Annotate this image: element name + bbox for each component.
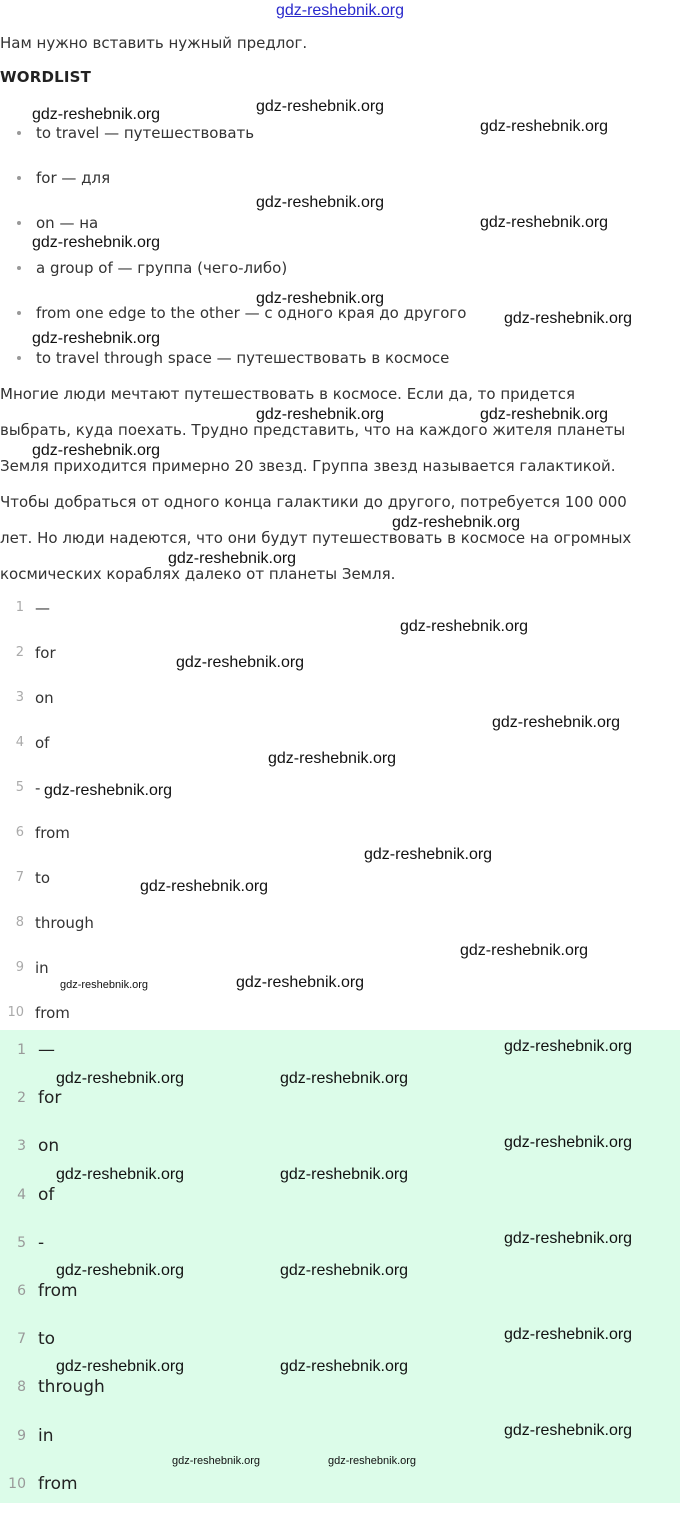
wordlist <box>0 120 466 390</box>
answer-number: 1 <box>15 600 24 615</box>
answer-value: — <box>35 599 50 617</box>
answer-number: 4 <box>15 735 24 750</box>
watermark: gdz-reshebnik.org <box>392 514 521 531</box>
watermark: gdz-reshebnik.org <box>140 878 269 895</box>
watermark: gdz-reshebnik.org <box>280 1262 409 1279</box>
answer-row <box>0 1180 680 1228</box>
answer-value: from <box>35 1004 70 1022</box>
watermark: gdz-reshebnik.org <box>504 1230 633 1247</box>
answer-value: to <box>38 1329 56 1350</box>
answer-number: 7 <box>17 1331 26 1348</box>
watermark: gdz-reshebnik.org <box>268 750 397 767</box>
answer-row <box>0 820 680 865</box>
watermark: gdz-reshebnik.org <box>280 1358 409 1375</box>
translation-line: выбрать, куда поехать. Трудно представить, что на каждого жителя планеты <box>0 421 626 439</box>
watermark: gdz-reshebnik.org <box>328 1455 417 1467</box>
bullet-icon <box>17 311 21 315</box>
answer-number: 10 <box>7 1005 24 1020</box>
watermark: gdz-reshebnik.org <box>172 1455 261 1467</box>
watermark: gdz-reshebnik.org <box>280 1070 409 1087</box>
translation-line: лет. Но люди надеются, что они будут путешествовать в космосе на огромных <box>0 529 632 547</box>
answer-number: 9 <box>15 960 24 975</box>
answer-value: of <box>38 1184 55 1205</box>
answer-row <box>0 640 680 685</box>
translation-line: космических кораблях далеко от планеты Земля. <box>0 565 396 583</box>
watermark: gdz-reshebnik.org <box>256 290 385 307</box>
watermark: gdz-reshebnik.org <box>400 618 529 635</box>
bullet-icon <box>17 221 21 225</box>
watermark: gdz-reshebnik.org <box>504 1326 633 1343</box>
wordlist-item: on — на <box>0 210 466 255</box>
watermark: gdz-reshebnik.org <box>32 106 161 123</box>
watermark: gdz-reshebnik.org <box>56 1166 185 1183</box>
watermark: gdz-reshebnik.org <box>504 1422 633 1439</box>
answer-value: in <box>35 959 49 977</box>
answer-number: 7 <box>15 870 24 885</box>
watermark: gdz-reshebnik.org <box>236 974 365 991</box>
watermark: gdz-reshebnik.org <box>364 846 493 863</box>
answer-value: - <box>38 1232 45 1253</box>
answer-value: in <box>38 1425 54 1446</box>
answer-value: to <box>35 869 51 887</box>
answer-number: 2 <box>15 645 24 660</box>
watermark: gdz-reshebnik.org <box>492 714 621 731</box>
watermark: gdz-reshebnik.org <box>32 330 161 347</box>
watermark: gdz-reshebnik.org <box>504 1038 633 1055</box>
bullet-icon <box>17 266 21 270</box>
wordlist-item: to travel — путешествовать <box>0 120 466 165</box>
watermark: gdz-reshebnik.org <box>256 406 385 423</box>
watermark: gdz-reshebnik.org <box>480 118 609 135</box>
answer-value: for <box>38 1088 62 1109</box>
watermark: gdz-reshebnik.org <box>56 1358 185 1375</box>
watermark: gdz-reshebnik.org <box>504 1134 633 1151</box>
watermark: gdz-reshebnik.org <box>56 1070 185 1087</box>
bullet-icon <box>17 356 21 360</box>
answer-number: 2 <box>17 1090 26 1107</box>
answer-value: - <box>35 779 41 797</box>
watermark: gdz-reshebnik.org <box>32 234 161 251</box>
wordlist-item: for — для <box>0 165 466 210</box>
wordlist-title: WORDLIST <box>0 68 92 86</box>
answer-number: 8 <box>15 915 24 930</box>
answer-value: from <box>38 1473 78 1494</box>
translation-line: Чтобы добраться от одного конца галактики до другого, потребуется 100 000 <box>0 493 627 511</box>
answer-value: on <box>35 689 54 707</box>
watermark: gdz-reshebnik.org <box>176 654 305 671</box>
wordlist-item: from one edge to the other — с одного края до другого <box>0 300 466 345</box>
answer-number: 10 <box>8 1475 26 1492</box>
answer-number: 4 <box>17 1186 26 1203</box>
watermark: gdz-reshebnik.org <box>280 1166 409 1183</box>
answer-number: 8 <box>17 1379 26 1396</box>
answer-row <box>0 1276 680 1324</box>
answer-row <box>0 865 680 910</box>
translation-line: Земля приходится примерно 20 звезд. Группа звезд называется галактикой. <box>0 457 616 475</box>
watermark: gdz-reshebnik.org <box>56 1262 185 1279</box>
watermark: gdz-reshebnik.org <box>504 310 633 327</box>
watermark: gdz-reshebnik.org <box>480 406 609 423</box>
watermark: gdz-reshebnik.org <box>480 214 609 231</box>
site-link[interactable]: gdz-reshebnik.org <box>275 2 405 19</box>
watermark: gdz-reshebnik.org <box>60 979 149 991</box>
answer-value: from <box>35 824 70 842</box>
watermark: gdz-reshebnik.org <box>44 782 173 799</box>
answer-value: for <box>35 644 56 662</box>
watermark: gdz-reshebnik.org <box>256 194 385 211</box>
watermark: gdz-reshebnik.org <box>168 550 297 567</box>
translation-line: Многие люди мечтают путешествовать в космосе. Если да, то придется <box>0 385 576 403</box>
bullet-icon <box>17 176 21 180</box>
watermark: gdz-reshebnik.org <box>32 442 161 459</box>
answer-value: — <box>38 1040 55 1060</box>
answer-number: 5 <box>15 780 24 795</box>
answer-number: 6 <box>17 1282 26 1299</box>
answer-number: 3 <box>17 1138 26 1155</box>
answer-number: 6 <box>15 825 24 840</box>
answer-number: 3 <box>15 690 24 705</box>
answer-value: through <box>35 914 94 932</box>
answer-row <box>0 1372 680 1420</box>
answer-value: of <box>35 734 50 752</box>
answer-number: 5 <box>17 1234 26 1251</box>
watermark: gdz-reshebnik.org <box>460 942 589 959</box>
answer-number: 9 <box>17 1427 26 1444</box>
watermark: gdz-reshebnik.org <box>256 98 385 115</box>
bullet-icon <box>17 131 21 135</box>
wordlist-item: to travel through space — путешествовать в космосе <box>0 345 466 390</box>
answer-value: through <box>38 1377 105 1398</box>
answer-value: on <box>38 1136 60 1157</box>
answer-row <box>0 1469 680 1517</box>
task-intro: Нам нужно вставить нужный предлог. <box>0 34 308 52</box>
answer-number: 1 <box>17 1042 26 1058</box>
answer-row <box>0 595 680 640</box>
answer-row <box>0 1083 680 1131</box>
answer-value: from <box>38 1280 78 1301</box>
wordlist-item: a group of — группа (чего-либо) <box>0 255 466 300</box>
